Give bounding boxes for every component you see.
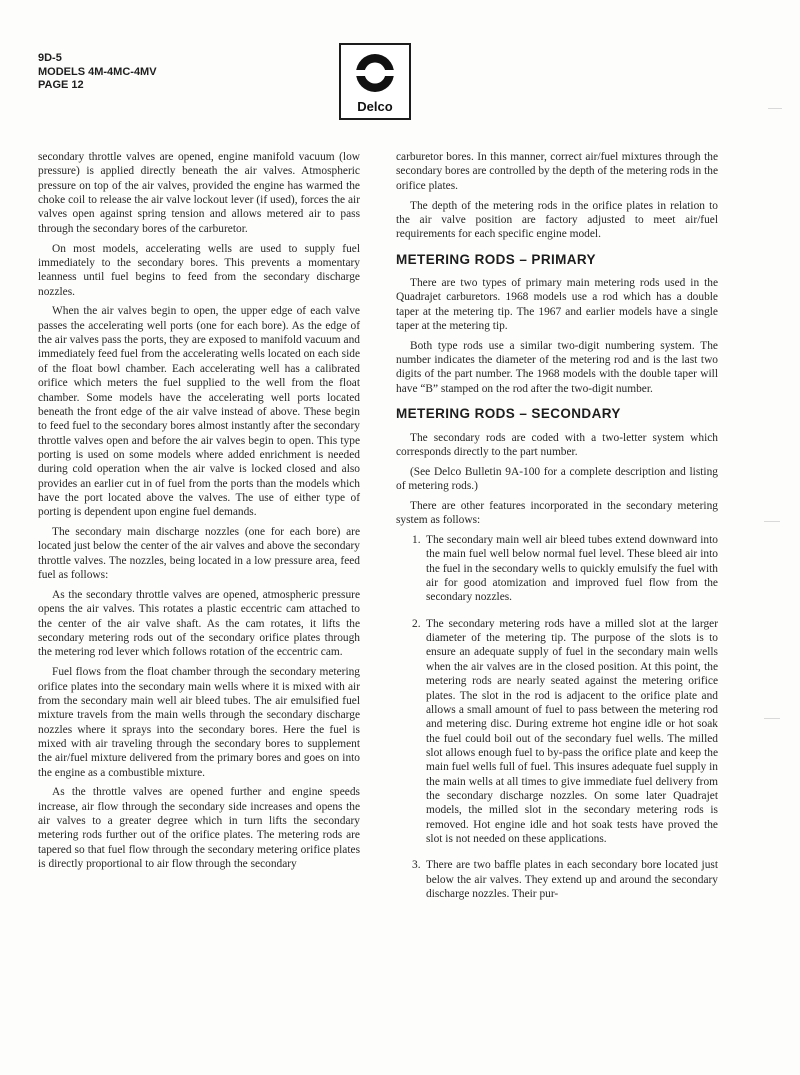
list-item-text: The secondary metering rods have a milled slot at the larger diameter of the metering tip. The purpose of the slots is to ensure an adequate supply of fuel in the secondary main wells when the air valves are in the closed position. At this point, the metering rods are nearly seated against the metering orifice plates. The slot in the rod is adjacent to the orifice plate and allows a small amount of fuel to pass between the metering rod and metering disc. During extreme hot engine idle or hot soak the fuel could boil out of the secondary fuel wells. The milled slot allows enough fuel to by-pass the orifice plate and keep the main fuel wells full of fuel. This insures adequate fuel supply in the main wells at all times to give immediate fuel delivery from the secondary discharge nozzles. On some later Quadrajet models, the milled slot in the secondary metering rods is removed. Hot engine idle and hot soak tests have proved the slot is not needed on these applications. <box>426 617 718 845</box>
body-paragraph: Both type rods use a similar two-digit numbering system. The number indicates the diameter of the metering rod and is the last two digits of the part number. The 1968 models with the double taper will have “B” stamped on the rod after the two-digit number. <box>396 339 718 395</box>
left-column <box>38 150 360 877</box>
body-paragraph: carburetor bores. In this manner, correct air/fuel mixtures through the secondary bores are controlled by the depth of the metering rods in the orifice plates. <box>396 151 718 192</box>
list-item-text: The secondary main well air bleed tubes extend downward into the main fuel well below normal fuel level. These bleed air into the fuel in the secondary wells to quickly emulsify the fuel with air for good atomization and improved fuel flow from the secondary nozzles. <box>426 534 718 604</box>
body-paragraph: The secondary rods are coded with a two-letter system which corresponds directly to the part number. <box>396 431 718 458</box>
list-item <box>396 858 718 901</box>
list-item-number: 3. <box>412 859 421 872</box>
logo-wordmark: Delco <box>357 99 393 114</box>
list-item-text: There are two baffle plates in each secondary bore located just below the air valves. They extend up and around the secondary discharge nozzles. Their pur- <box>426 859 718 900</box>
section-heading-primary: METERING RODS – PRIMARY <box>396 251 596 267</box>
body-paragraph: There are other features incorporated in the secondary metering system as follows: <box>396 499 718 527</box>
scan-margin-mark <box>764 521 780 522</box>
list-item <box>396 533 718 605</box>
section-code: 9D-5 <box>38 52 62 64</box>
models-label: MODELS 4M-4MC-4MV <box>38 65 157 78</box>
scan-margin-mark <box>768 108 782 109</box>
body-paragraph: On most models, accelerating wells are used to supply fuel immediately to the secondary bores. This prevents a momentary leanness until fuel begins to feed from the secondary discharge nozzles. <box>38 242 360 298</box>
feature-list <box>396 533 718 901</box>
body-paragraph: The secondary main discharge nozzles (one for each bore) are located just below the center of the air valves and above the secondary throttle valves. The nozzles, being located in a low pressure area, feed fuel as follows: <box>38 526 360 582</box>
scan-margin-mark <box>764 718 780 719</box>
body-paragraph: Fuel flows from the float chamber through the secondary metering orifice plates into the secondary main wells where it is mixed with air from the secondary main well air bleed tubes. The air emulsified fuel mixture travels from the main wells through the secondary discharge nozzles where it sprays into the secondary bores. Here the fuel is mixed with air traveling through the secondary bores to supplement the air/fuel mixture delivered from the primary bores and goes on into the engine as a combustible mixture. <box>38 666 360 779</box>
body-paragraph: The depth of the metering rods in the orifice plates in relation to the air valve position are factory adjusted to meet air/fuel requirements for each specific engine model. <box>396 199 718 241</box>
list-item <box>396 617 718 847</box>
body-paragraph: When the air valves begin to open, the upper edge of each valve passes the accelerating well ports (one for each bore). As the edge of the air valves pass the ports, they are exposed to manifold vacuum and immediately feed fuel from the accelerating wells located on each side of the float bowl chamber. Each accelerating well has a calibrated orifice which meters the fuel supplied to the well from the float chamber. Some models have the accelerating well ports located beneath the front edge of the air valve instead of above. These begin to feed fuel to the secondary bores almost instantly after the secondary throttle valves open and before the air valves begin to open. This type porting is used on some models where added enrichment is needed during cold operation when the air valve is locked closed and also provides an earlier cut in of fuel from the ports than the models which have the port located above the valves. The use of either type of porting is dependent upon engine fuel demands. <box>38 305 360 519</box>
right-column <box>396 150 718 913</box>
list-item-number: 1. <box>412 534 421 547</box>
page-number: PAGE 12 <box>38 79 84 91</box>
body-paragraph: There are two types of primary main metering rods used in the Quadrajet carburetors. 1968 models use a rod which has a double taper at the metering tip. The 1967 and earlier models have a single taper at the metering tip. <box>396 276 718 332</box>
body-paragraph: (See Delco Bulletin 9A-100 for a complete description and listing of metering rods.) <box>396 465 718 493</box>
page-header <box>38 52 157 93</box>
body-paragraph: secondary throttle valves are opened, engine manifold vacuum (low pressure) is applied directly beneath the air valves. Atmospheric pressure on top of the air valves, provided the engine has warmed the choke coil to release the air valve lockout lever (if used), forces the air valves open against spring tension and allows metered air to pass through the secondary bores of the carburetor. <box>38 151 360 235</box>
body-paragraph: As the secondary throttle valves are opened, atmospheric pressure opens the air valves. This rotates a plastic eccentric cam attached to the center of the air valve shaft. As the cam rotates, it lifts the secondary metering rods out of the secondary orifice plates through the metering rod lever which follows rotation of the eccentric cam. <box>38 588 360 659</box>
section-heading-secondary: METERING RODS – SECONDARY <box>396 406 621 422</box>
list-item-number: 2. <box>412 617 421 630</box>
delco-logo <box>339 43 411 120</box>
delco-emblem-icon <box>355 53 395 93</box>
body-paragraph: As the throttle valves are opened further and engine speeds increase, air flow through the secondary side increases and opens the air valves to a greater degree which in turn lifts the secondary metering rods further out of the orifice plates. The metering rods are tapered so that fuel flow through the secondary metering orifice plates is directly proportional to air flow through the secondary <box>38 786 360 871</box>
